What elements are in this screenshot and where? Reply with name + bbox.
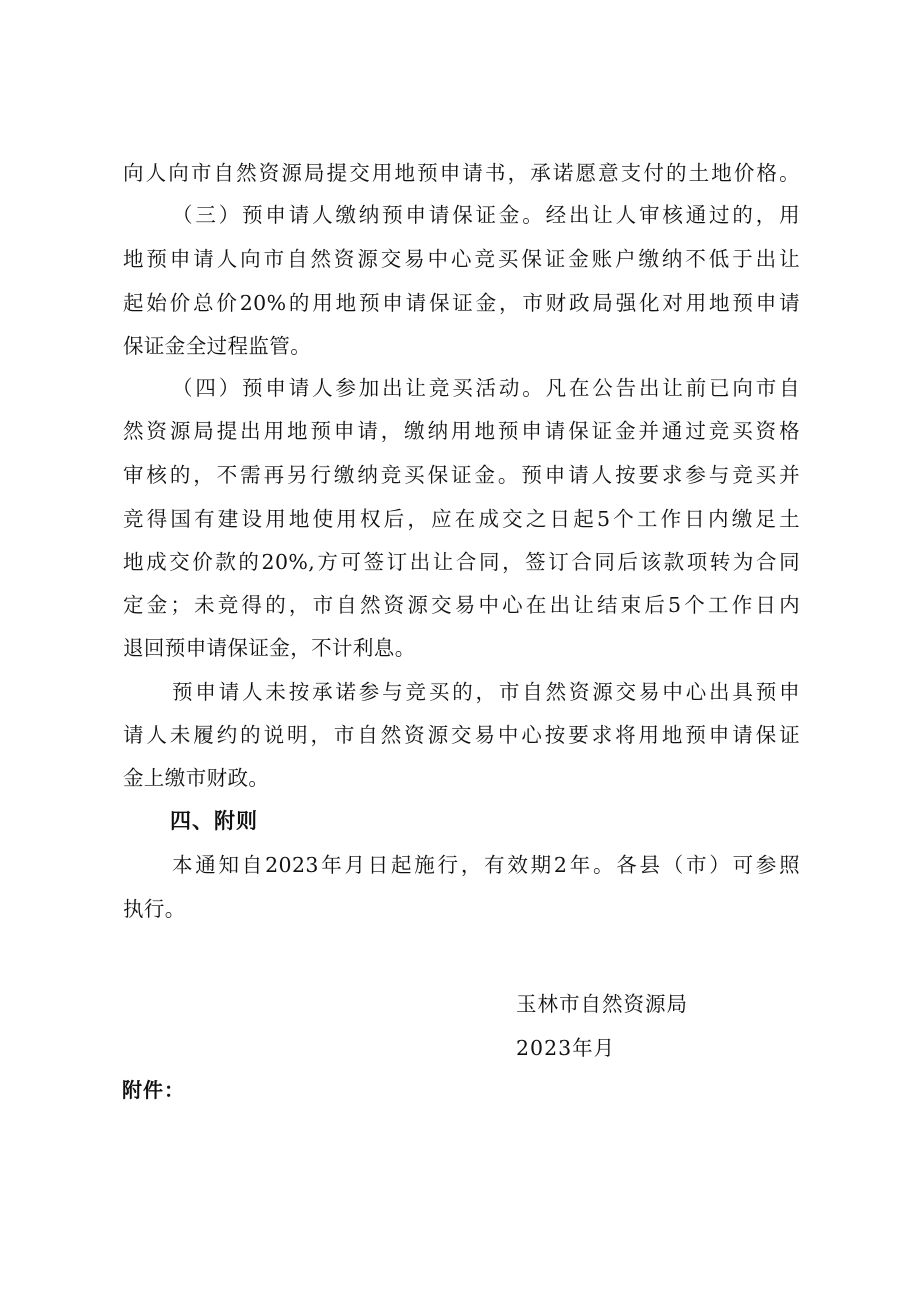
paragraph-line-12: 退回预申请保证金，不计利息。 (123, 636, 416, 660)
section-heading: 四、附则 (170, 809, 258, 833)
paragraph-line-9: 竞得国有建设用地使用权后，应在成交之日起5个工作日内缴足土 (123, 507, 800, 531)
paragraph-line-1: 向人向市自然资源局提交用地预申请书，承诺愿意支付的土地价格。 (123, 161, 800, 185)
paragraph-line-14: 请人未履约的说明，市自然资源交易中心按要求将用地预申请保证 (123, 723, 800, 747)
signature-organization: 玉林市自然资源局 (516, 992, 688, 1016)
paragraph-line-8: 审核的，不需再另行缴纳竞买保证金。预申请人按要求参与竞买并 (123, 463, 800, 487)
attachment-label: 附件： (122, 1078, 185, 1102)
paragraph-line-13: 预申请人未按承诺参与竞买的，市自然资源交易中心出具预申 (172, 680, 800, 704)
paragraph-line-15: 金上缴市财政。 (123, 766, 270, 790)
paragraph-line-2: （三）预申请人缴纳预申请保证金。经出让人审核通过的，用 (172, 203, 800, 227)
paragraph-line-3: 地预申请人向市自然资源交易中心竞买保证金账户缴纳不低于出让 (123, 247, 800, 271)
paragraph-line-6: （四）预申请人参加出让竞买活动。凡在公告出让前已向市自 (172, 376, 800, 400)
paragraph-line-4: 起始价总价20%的用地预申请保证金，市财政局强化对用地预申请 (123, 291, 800, 315)
signature-date: 2023年月 (516, 1036, 616, 1060)
closing-line-2: 执行。 (123, 897, 186, 921)
closing-line-1: 本通知自2023年月日起施行，有效期2年。各县（市）可参照 (172, 853, 800, 877)
paragraph-line-11: 定金；未竞得的，市自然资源交易中心在出让结束后5个工作日内 (123, 593, 800, 617)
paragraph-line-5: 保证金全过程监管。 (123, 334, 312, 358)
paragraph-line-10: 地成交价款的20%,方可签订出让合同，签订合同后该款项转为合同 (123, 550, 800, 574)
paragraph-line-7: 然资源局提出用地预申请，缴纳用地预申请保证金并通过竞买资格 (123, 419, 800, 443)
